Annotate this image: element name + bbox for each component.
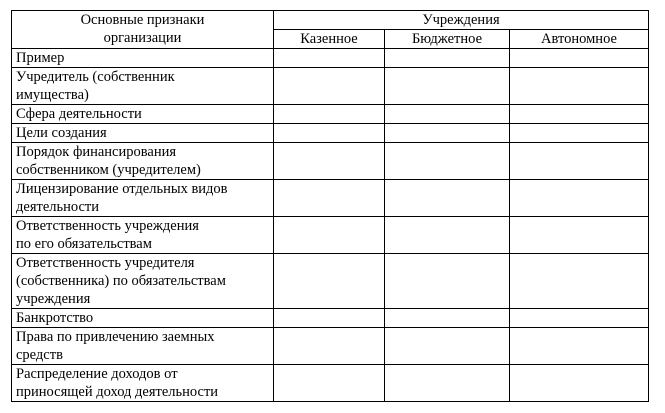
cell-byudzhetnoe[interactable] <box>385 309 510 328</box>
cell-byudzhetnoe[interactable] <box>385 328 510 365</box>
type-header-kazennoe: Казенное <box>274 30 385 49</box>
institutions-group-header: Учреждения <box>274 11 649 30</box>
row-label: Порядок финансирования собственником (учредителем) <box>12 143 274 180</box>
cell-avtonomnoe[interactable] <box>510 309 649 328</box>
row-label: Распределение доходов от приносящей доход деятельности <box>12 365 274 402</box>
cell-kazennoe[interactable] <box>274 105 385 124</box>
table-row <box>12 105 649 124</box>
cell-byudzhetnoe[interactable] <box>385 124 510 143</box>
cell-byudzhetnoe[interactable] <box>385 180 510 217</box>
row-label: Лицензирование отдельных видов деятельности <box>12 180 274 217</box>
cell-kazennoe[interactable] <box>274 49 385 68</box>
cell-byudzhetnoe[interactable] <box>385 105 510 124</box>
row-label: Сфера деятельности <box>12 105 274 124</box>
row-label: Банкротство <box>12 309 274 328</box>
row-label: Права по привлечению заемных средств <box>12 328 274 365</box>
cell-avtonomnoe[interactable] <box>510 49 649 68</box>
cell-avtonomnoe[interactable] <box>510 217 649 254</box>
cell-kazennoe[interactable] <box>274 365 385 402</box>
cell-byudzhetnoe[interactable] <box>385 143 510 180</box>
header-row-top <box>12 11 649 30</box>
cell-byudzhetnoe[interactable] <box>385 49 510 68</box>
row-label: Цели создания <box>12 124 274 143</box>
cell-kazennoe[interactable] <box>274 124 385 143</box>
criteria-header: Основные признаки организации <box>12 11 274 49</box>
cell-kazennoe[interactable] <box>274 328 385 365</box>
table-row <box>12 68 649 105</box>
cell-avtonomnoe[interactable] <box>510 254 649 309</box>
table-row <box>12 328 649 365</box>
type-header-avtonomnoe: Автономное <box>510 30 649 49</box>
row-label: Ответственность учредителя (собственника) по обязательствам учреждения <box>12 254 274 309</box>
cell-kazennoe[interactable] <box>274 254 385 309</box>
cell-avtonomnoe[interactable] <box>510 365 649 402</box>
table-row <box>12 124 649 143</box>
cell-kazennoe[interactable] <box>274 143 385 180</box>
comparison-table-wrapper <box>11 10 649 402</box>
cell-byudzhetnoe[interactable] <box>385 365 510 402</box>
type-header-byudzhetnoe: Бюджетное <box>385 30 510 49</box>
cell-kazennoe[interactable] <box>274 217 385 254</box>
row-label: Учредитель (собственник имущества) <box>12 68 274 105</box>
cell-avtonomnoe[interactable] <box>510 328 649 365</box>
cell-avtonomnoe[interactable] <box>510 68 649 105</box>
table-row <box>12 254 649 309</box>
cell-avtonomnoe[interactable] <box>510 180 649 217</box>
table-row <box>12 365 649 402</box>
table-row <box>12 180 649 217</box>
cell-kazennoe[interactable] <box>274 309 385 328</box>
row-label: Пример <box>12 49 274 68</box>
table-row <box>12 49 649 68</box>
cell-kazennoe[interactable] <box>274 68 385 105</box>
cell-byudzhetnoe[interactable] <box>385 217 510 254</box>
table-row <box>12 217 649 254</box>
table-row <box>12 309 649 328</box>
cell-byudzhetnoe[interactable] <box>385 68 510 105</box>
cell-avtonomnoe[interactable] <box>510 124 649 143</box>
row-label: Ответственность учреждения по его обязательствам <box>12 217 274 254</box>
cell-avtonomnoe[interactable] <box>510 143 649 180</box>
cell-avtonomnoe[interactable] <box>510 105 649 124</box>
cell-kazennoe[interactable] <box>274 180 385 217</box>
table-body <box>12 49 649 402</box>
cell-byudzhetnoe[interactable] <box>385 254 510 309</box>
table-row <box>12 143 649 180</box>
comparison-table <box>11 10 649 402</box>
